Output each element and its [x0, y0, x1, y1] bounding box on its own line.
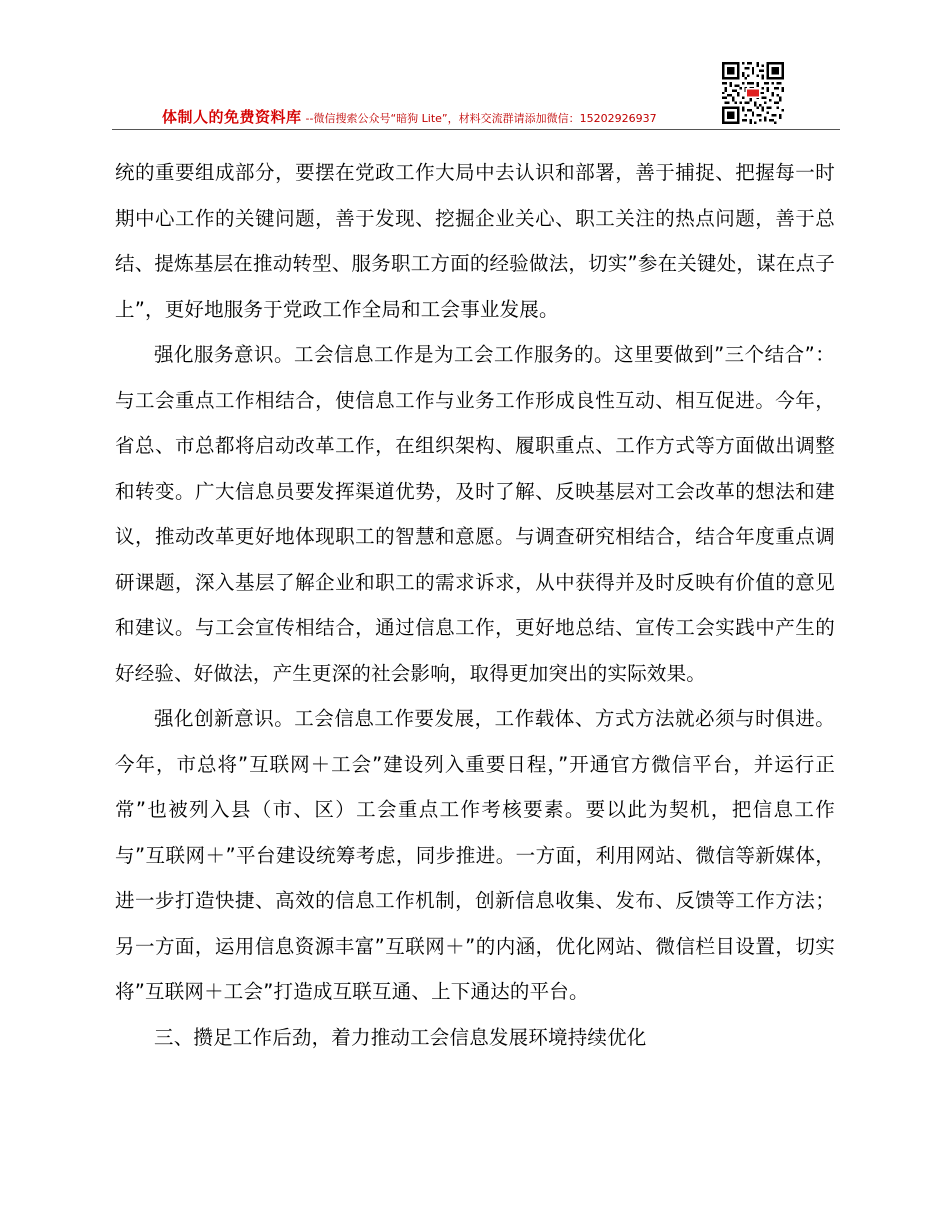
header-divider [112, 129, 840, 130]
page-header [112, 56, 840, 131]
section-heading: 三、攒足工作后劲，着力推动工会信息发展环境持续优化 [154, 1025, 647, 1049]
document-body [115, 150, 835, 1060]
qr-code-icon [722, 62, 784, 124]
paragraph-service-awareness: 强化服务意识。工会信息工作是为工会工作服务的。这里要做到”三个结合”：与工会重点工作相结合，使信息工作与业务工作形成良性互动、相互促进。今年，省总、市总都将启动改革工作，在组织架构、履职重点、工作方式等方面做出调整和转变。广大信息员要发挥渠道优势，及时了解、反映基层对工会改革的想法和建议，推动改革更好地体现职工的智慧和意愿。与调查研究相结合，结合年度重点调研课题，深入基层了解企业和职工的需求诉求，从中获得并及时反映有价值的意见和建议。与工会宣传相结合，通过信息工作，更好地总结、宣传工会实践中产生的好经验、好做法，产生更深的社会影响，取得更加突出的实际效果。 [115, 343, 835, 685]
header-tagline: --微信搜索公众号“暗狗 Lite”，材料交流群请添加微信：15202926937 [305, 112, 657, 125]
paragraph-innovation-awareness: 强化创新意识。工会信息工作要发展，工作载体、方式方法就必须与时俱进。今年，市总将”互联网＋工会”建设列入重要日程，”开通官方微信平台，并运行正常”也被列入县（市、区）工会重点工作考核要素。要以此为契机，把信息工作与”互联网＋”平台建设统筹考虑，同步推进。一方面，利用网站、微信等新媒体，进一步打造快捷、高效的信息工作机制，创新信息收集、发布、反馈等工作方法；另一方面，运用信息资源丰富”互联网＋”的内涵，优化网站、微信栏目设置，切实将”互联网＋工会”打造成互联互通、上下通达的平台。 [115, 707, 835, 1003]
paragraph-continued: 统的重要组成部分，要摆在党政工作大局中去认识和部署，善于捕捉、把握每一时期中心工作的关键问题，善于发现、挖掘企业关心、职工关注的热点问题，善于总结、提炼基层在推动转型、服务职工方面的经验做法，切实”参在关键处，谋在点子上”，更好地服务于党政工作全局和工会事业发展。 [115, 161, 835, 321]
header-banner [162, 108, 657, 128]
header-brand: 体制人的免费资料库 [162, 108, 302, 126]
